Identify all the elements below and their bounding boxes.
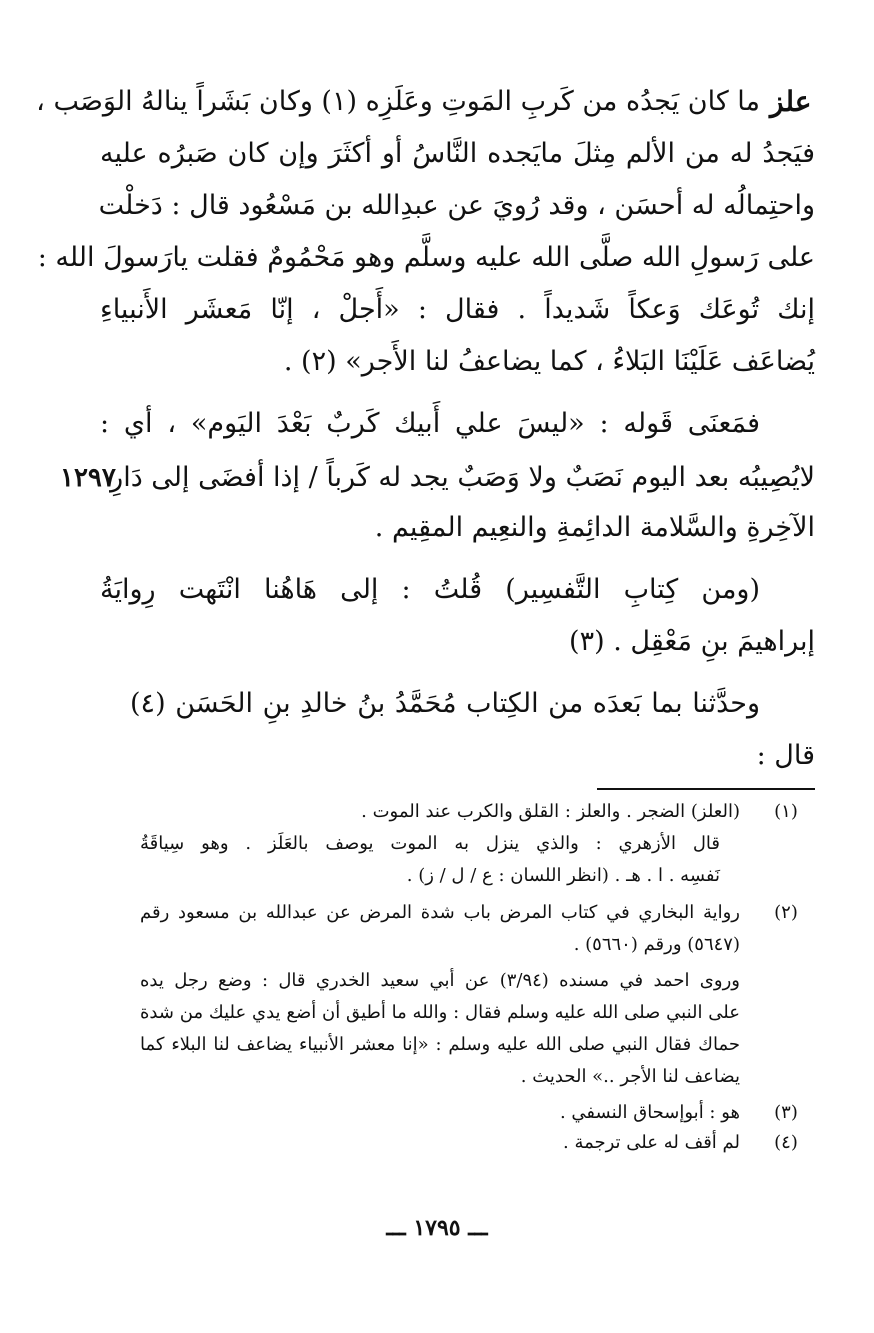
body-line-10: (ومن كِتابِ التَّفسِير) قُلتُ : إلى هَاهُنا انْتَهت رِوايَةُ (100, 574, 760, 605)
body-line-8: لايُصِيبُه بعد اليوم نَصَبٌ ولا وَصَبٌ يجد له كَرباً / إذا أفضَى إلى دَارِ (110, 462, 815, 493)
footnote-2-line-5: حماك فقال النبي صلى الله عليه وسلم : «إنا معشر الأنبياء يضاعف لنا البلاء كما (140, 1034, 740, 1055)
footnote-1-number: (١) (774, 801, 798, 822)
footnote-3-number: (٣) (774, 1102, 798, 1123)
page-number: ـــ ١٧٩٥ ـــ (386, 1215, 488, 1241)
footnote-2-line-4: على النبي صلى الله عليه وسلم فقال : والله ما أطيق أن أضع يدي عليك من شدة (140, 1002, 740, 1023)
footnote-1-line-2: قال الأزهري : والذي ينزل به الموت يوصف بالعَلَز . وهو سِياقَةُ (140, 833, 720, 854)
side-keyword-text: علز (770, 85, 812, 118)
body-line-12: وحدَّثنا بما بَعدَه من الكِتاب مُحَمَّدُ بنُ خالدِ بنِ الحَسَن (٤) (130, 688, 760, 719)
body-line-9: الآخِرةِ والسَّلامة الدائِمةِ والنعِيم المقِيم . (374, 512, 815, 543)
footnote-3-line-1: هو : أبوإسحاق النسفي . (559, 1102, 740, 1123)
footnote-4-number: (٤) (774, 1132, 798, 1153)
side-page-marker (60, 450, 116, 506)
body-line-13: قال : (756, 740, 815, 771)
body-line-3: واحتِمالُه له أحسَن ، وقد رُويَ عن عبدِالله بن مَسْعُود قال : دَخلْت (98, 190, 815, 221)
footnote-2-number: (٢) (774, 902, 798, 923)
footnote-2-line-2: (٥٦٤٧) ورقم (٥٦٦٠) . (573, 934, 740, 955)
footnote-2-line-3: وروى احمد في مسنده (٣/٩٤) عن أبي سعيد الخدري قال : وضع رجل يده (140, 970, 740, 991)
side-page-marker-text: ١٢٩٧ (60, 463, 116, 493)
footnote-4-line-1: لم أقف له على ترجمة . (563, 1132, 740, 1153)
body-line-1: ما كان يَجدُه من كَربِ المَوتِ وعَلَزِه (١) وكان بَشَراً ينالهُ الوَصَب ، (36, 86, 760, 117)
footnote-separator (597, 788, 815, 790)
body-line-4: على رَسولِ الله صلَّى الله عليه وسلَّم وهو مَحْمُومٌ فقلت يارَسولَ الله : (37, 242, 815, 273)
body-line-2: فيَجدُ له من الألم مِثلَ مايَجده النَّاسُ أو أكثَرَ وإن كان صَبرُه عليه (100, 138, 815, 169)
side-keyword (770, 74, 811, 130)
body-line-5: إنك تُوعَك وَعكاً شَديداً . فقال : «أَجلْ ، إنّا مَعشَر الأَنبياءِ (100, 294, 815, 325)
body-line-11: إبراهيمَ بنِ مَعْقِل . (٣) (569, 626, 815, 657)
footnote-2-line-1: رواية البخاري في كتاب المرض باب شدة المرض عن عبدالله بن مسعود رقم (140, 902, 740, 923)
body-line-7: فمَعنَى قَوله : «ليسَ علي أَبيك كَربٌ بَعْدَ اليَوم» ، أي : (100, 408, 760, 439)
body-line-6: يُضاعَف عَلَيْنَا البَلاءُ ، كما يضاعفُ لنا الأَجر» (٢) . (283, 346, 815, 377)
footnote-2-line-6: يضاعف لنا الأجر ..» الحديث . (520, 1066, 740, 1087)
footnote-1-line-1: (العلز) الضجر . والعلز : القلق والكرب عند الموت . (361, 801, 740, 822)
footnote-1-line-3: نَفسِه . ا . هـ . (انظر اللسان : ع / ل / ز) . (406, 865, 720, 886)
